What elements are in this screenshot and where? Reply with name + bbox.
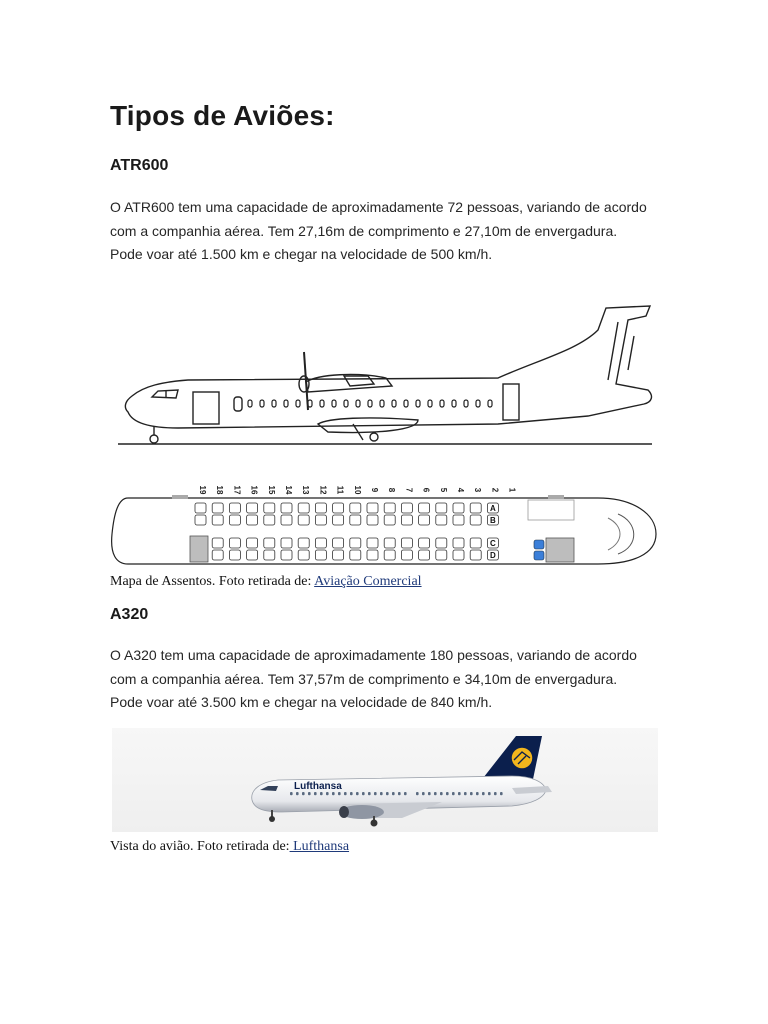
atr600-seat-map	[108, 478, 660, 570]
seat-row-number: 6	[421, 487, 431, 493]
a320-source-link[interactable]: Lufthansa	[289, 839, 350, 854]
a320-window	[362, 792, 365, 795]
seat	[419, 515, 430, 525]
seat	[367, 538, 378, 548]
seat	[229, 550, 240, 560]
seat	[436, 515, 447, 525]
seat	[350, 503, 361, 513]
seat-row-number: 14	[284, 485, 293, 495]
seat	[212, 515, 223, 525]
a320-caption	[110, 839, 349, 855]
seat-map-cockpit-line	[608, 518, 620, 550]
a320-window	[416, 792, 419, 795]
a320-window	[296, 792, 299, 795]
seat	[384, 538, 395, 548]
lufthansa-livery-text: Lufthansa	[294, 781, 342, 792]
seat	[264, 515, 275, 525]
seat	[281, 550, 292, 560]
page-title: Tipos de Aviões:	[110, 100, 335, 131]
seat	[384, 503, 395, 513]
seat-row-number: 11	[335, 485, 345, 495]
seat-row-number: 16	[249, 485, 259, 495]
seat	[367, 515, 378, 525]
a320-window	[314, 792, 317, 795]
a320-description: O A320 tem uma capacidade de aproximadamente 180 pessoas, variando de acordo com a companhia aérea. Tem 37,57m de comprimento e 34,10m de envergadura. Pode voar até 3.500 km e chegar na velocidade de 840 km/h.	[110, 647, 637, 710]
a320-window	[464, 792, 467, 795]
seat	[333, 503, 344, 513]
seat	[384, 550, 395, 560]
a320-window	[446, 792, 449, 795]
a320-window	[440, 792, 443, 795]
seat	[453, 515, 464, 525]
seat	[229, 503, 240, 513]
atr600-side-view-image	[118, 300, 658, 450]
seat-row-number: 7	[404, 487, 414, 493]
seat-row-number: 5	[438, 487, 448, 493]
seat	[350, 550, 361, 560]
seat	[419, 538, 430, 548]
seat	[315, 550, 326, 560]
seat	[315, 538, 326, 548]
seat	[298, 503, 309, 513]
a320-window	[476, 792, 479, 795]
a320-window	[494, 792, 497, 795]
seat-row-number: 3	[473, 487, 483, 493]
seat-row-number: 15	[266, 485, 276, 495]
seat	[367, 503, 378, 513]
seat	[470, 515, 481, 525]
seat	[247, 538, 258, 548]
atr600-description: O ATR600 tem uma capacidade de aproximadamente 72 pessoas, variando de acordo com a companhia aérea. Tem 27,16m de comprimento e 27,10m de envergadura. Pode voar até 1.500 km e chegar na velocidade de 500 km/h.	[110, 199, 647, 262]
a320-window	[302, 792, 305, 795]
seat	[315, 515, 326, 525]
a320-window	[332, 792, 335, 795]
seat	[470, 538, 481, 548]
seat-row-number: 2	[490, 487, 500, 493]
seat-letter: D	[490, 551, 496, 560]
seat	[436, 550, 447, 560]
a320-window	[350, 792, 353, 795]
seat	[401, 515, 412, 525]
seat	[419, 550, 430, 560]
seat	[384, 515, 395, 525]
a320-window	[290, 792, 293, 795]
seat-row-number: 12	[318, 485, 328, 495]
seat	[333, 550, 344, 560]
section-heading-atr600: ATR600	[110, 157, 169, 174]
seat-letter: C	[490, 539, 496, 548]
seat	[470, 550, 481, 560]
seat-row-number: 13	[301, 485, 311, 495]
seat	[419, 503, 430, 513]
seat	[281, 503, 292, 513]
a320-window	[368, 792, 371, 795]
door-marker	[548, 495, 564, 499]
seat	[436, 538, 447, 548]
a320-window	[308, 792, 311, 795]
a320-window	[452, 792, 455, 795]
seat	[195, 503, 206, 513]
seat	[247, 515, 258, 525]
seat	[212, 503, 223, 513]
seat	[229, 538, 240, 548]
seat	[350, 515, 361, 525]
a320-window	[404, 792, 407, 795]
seat	[333, 515, 344, 525]
seat	[453, 538, 464, 548]
seat-row-number: 1	[507, 487, 517, 493]
seat	[264, 538, 275, 548]
a320-photo-image	[112, 728, 658, 832]
a320-window	[392, 792, 395, 795]
seat-row-number: 17	[232, 485, 242, 495]
a320-window	[380, 792, 383, 795]
front-galley	[546, 538, 574, 562]
seat	[229, 515, 240, 525]
seat	[195, 515, 206, 525]
a320-window	[428, 792, 431, 795]
seat	[470, 503, 481, 513]
seat	[401, 538, 412, 548]
seat	[212, 550, 223, 560]
crew-seat	[534, 540, 544, 549]
a320-window	[386, 792, 389, 795]
seat	[401, 503, 412, 513]
a320-caption-text: Vista do avião. Foto retirada de:	[110, 839, 290, 854]
seat	[281, 515, 292, 525]
seat	[298, 538, 309, 548]
atr600-caption	[110, 574, 422, 590]
a320-window	[488, 792, 491, 795]
rear-galley	[190, 536, 208, 562]
seat	[264, 550, 275, 560]
seat	[401, 550, 412, 560]
seat	[453, 503, 464, 513]
a320-window	[344, 792, 347, 795]
a320-window	[356, 792, 359, 795]
seat	[350, 538, 361, 548]
seat-letter: B	[490, 516, 496, 525]
seat-letter: A	[490, 504, 496, 513]
seat-row-number: 10	[352, 485, 362, 495]
front-compartment	[528, 500, 574, 520]
seat-row-number: 19	[198, 485, 207, 495]
a320-window	[458, 792, 461, 795]
seat	[453, 550, 464, 560]
section-heading-a320: A320	[110, 606, 149, 623]
seat	[281, 538, 292, 548]
seat-row-number: 18	[215, 485, 225, 495]
seat	[247, 503, 258, 513]
seat-row-number: 8	[387, 487, 397, 493]
seat	[298, 550, 309, 560]
seat	[247, 550, 258, 560]
a320-window	[338, 792, 341, 795]
seat	[298, 515, 309, 525]
crew-seat	[534, 551, 544, 560]
seat	[333, 538, 344, 548]
seat	[367, 550, 378, 560]
a320-window	[482, 792, 485, 795]
seat	[212, 538, 223, 548]
seat	[436, 503, 447, 513]
a320-window	[422, 792, 425, 795]
a320-window	[500, 792, 503, 795]
seat-row-number: 4	[456, 487, 465, 493]
door-marker	[172, 495, 188, 499]
atr600-source-link[interactable]: Aviação Comercial	[314, 574, 422, 589]
seat	[315, 503, 326, 513]
a320-window	[326, 792, 329, 795]
atr600-caption-text: Mapa de Assentos. Foto retirada de:	[110, 574, 315, 589]
seat-row-number: 9	[370, 487, 379, 493]
seat	[264, 503, 275, 513]
a320-window	[398, 792, 401, 795]
a320-window	[470, 792, 473, 795]
a320-window	[320, 792, 323, 795]
a320-window	[434, 792, 437, 795]
a320-window	[374, 792, 377, 795]
